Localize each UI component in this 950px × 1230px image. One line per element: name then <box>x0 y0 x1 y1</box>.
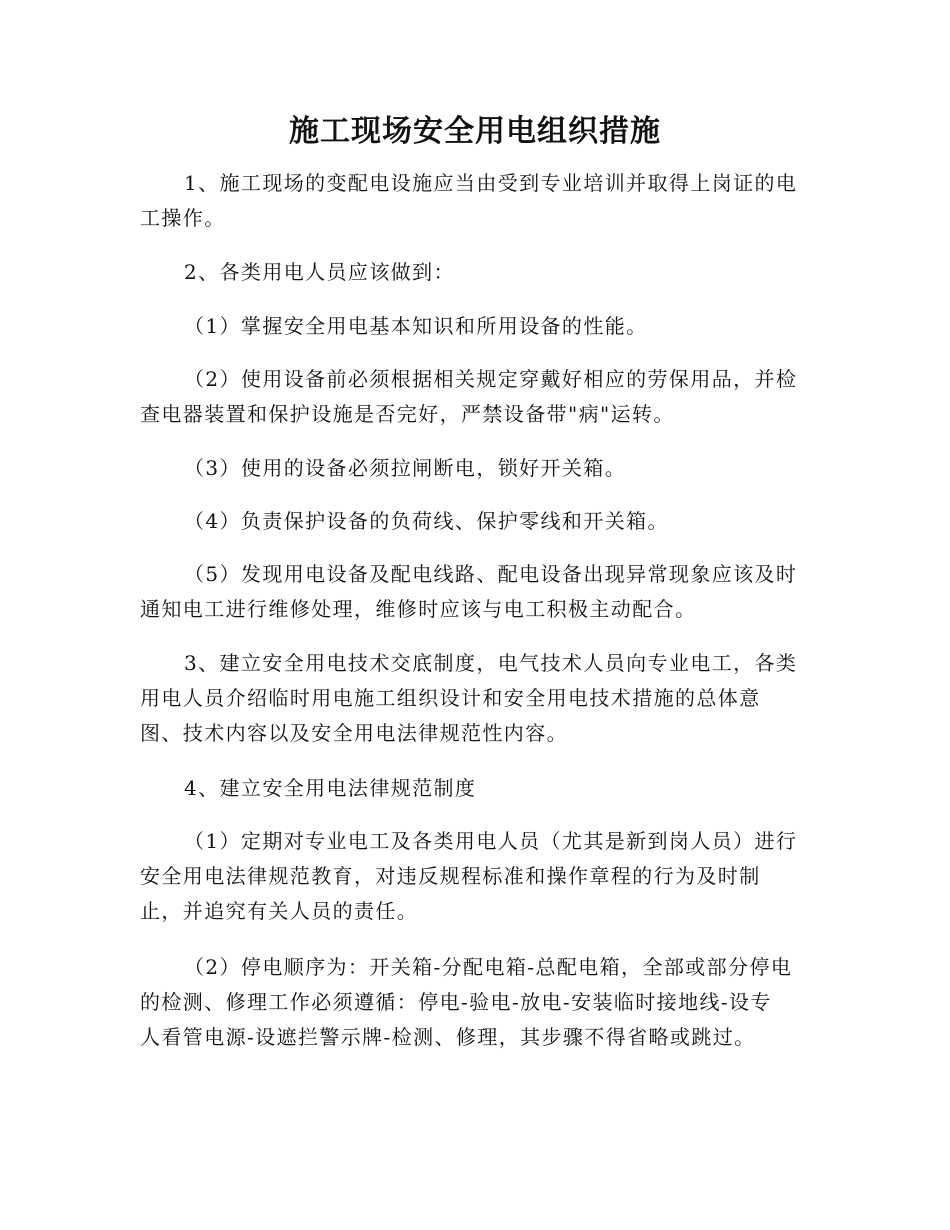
paragraph-line: 的检测、修理工作必须遵循：停电-验电-放电-安装临时接地线-设专 <box>140 990 772 1014</box>
paragraph-2 <box>140 255 810 290</box>
paragraph-line: 通知电工进行维修处理，维修时应该与电工积极主动配合。 <box>140 597 697 621</box>
paragraph-9 <box>140 771 810 806</box>
paragraph-line: （5）发现用电设备及配电线路、配电设备出现异常现象应该及时 <box>184 562 798 586</box>
paragraph-line: （3）使用的设备必须拉闸断电，锁好开关箱。 <box>184 456 627 480</box>
document-title: 施工现场安全用电组织措施 <box>289 114 661 149</box>
paragraph-line: 用电人员介绍临时用电施工组织设计和安全用电技术措施的总体意 <box>140 686 761 710</box>
paragraph-line: 4、建立安全用电法律规范制度 <box>184 776 477 800</box>
paragraph-11 <box>140 950 810 1055</box>
paragraph-line: （2）停电顺序为：开关箱-分配电箱-总配电箱，全部或部分停电 <box>184 955 793 979</box>
paragraph-line: 图、技术内容以及安全用电法律规范性内容。 <box>140 721 568 745</box>
paragraph-8 <box>140 646 810 751</box>
paragraph-line: 安全用电法律规范教育，对违反规程标准和操作章程的行为及时制 <box>140 864 761 888</box>
paragraph-line: （2）使用设备前必须根据相关规定穿戴好相应的劳保用品，并检 <box>184 367 798 391</box>
paragraph-line: （1）掌握安全用电基本知识和所用设备的性能。 <box>184 314 648 338</box>
paragraph-3 <box>140 309 810 344</box>
paragraph-line: 1、施工现场的变配电设施应当由受到专业培训并取得上岗证的电 <box>184 171 798 195</box>
paragraph-line: 查电器装置和保护设施是否完好，严禁设备带"病"运转。 <box>140 402 675 426</box>
paragraph-line: 人看管电源-设遮拦警示牌-检测、修理，其步骤不得省略或跳过。 <box>140 1025 756 1049</box>
paragraph-7 <box>140 557 810 627</box>
paragraph-line: 止，并追究有关人员的责任。 <box>140 899 419 923</box>
paragraph-5 <box>140 451 810 486</box>
paragraph-line: 3、建立安全用电技术交底制度，电气技术人员向专业电工，各类 <box>184 651 798 675</box>
paragraph-line: （1）定期对专业电工及各类用电人员（尤其是新到岗人员）进行 <box>184 829 798 853</box>
paragraph-line: （4）负责保护设备的负荷线、保护零线和开关箱。 <box>184 509 669 533</box>
paragraph-line: 工操作。 <box>140 206 226 230</box>
paragraph-10 <box>140 824 810 929</box>
paragraph-1 <box>140 166 810 236</box>
paragraph-4 <box>140 362 810 432</box>
paragraph-6 <box>140 504 810 539</box>
paragraph-line: 2、各类用电人员应该做到： <box>184 260 455 284</box>
